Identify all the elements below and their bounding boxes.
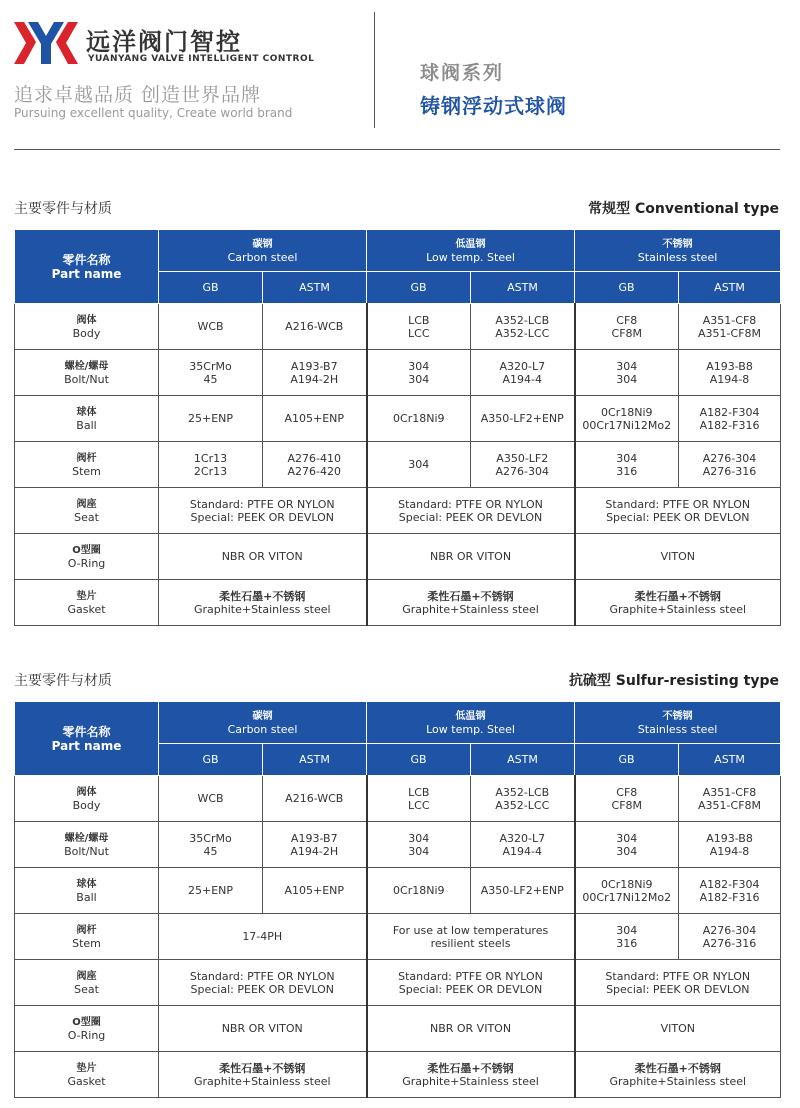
cell-text-line: LCB xyxy=(408,313,430,327)
cell-text-line: 304 xyxy=(616,451,638,465)
material-cell-merged xyxy=(575,960,781,1006)
header-divider xyxy=(374,12,375,128)
cell-text-line: 柔性石墨+不锈钢 xyxy=(634,589,721,603)
material-cell xyxy=(679,350,781,396)
table-row xyxy=(15,534,781,580)
table-row xyxy=(15,868,781,914)
part-label-cn: 垫片 xyxy=(76,1063,97,1074)
cell-text-line: 304 xyxy=(408,844,430,858)
cell-text-line: A352-LCC xyxy=(495,798,550,812)
part-name-cn: 零件名称 xyxy=(62,252,111,267)
cell-text-line: 45 xyxy=(203,372,218,386)
cell-text-line: A194-4 xyxy=(502,372,543,386)
brand-name-en: YUANYANG VALVE INTELLIGENT CONTROL xyxy=(88,54,315,64)
cell-text-line: Standard: PTFE OR NYLON xyxy=(605,497,751,511)
cell-text-line: 柔性石墨+不锈钢 xyxy=(634,1061,721,1075)
cell-text-line: A182-F304 xyxy=(699,877,760,891)
cell-text-line: Standard: PTFE OR NYLON xyxy=(189,969,335,983)
cell-text-line: 柔性石墨+不锈钢 xyxy=(219,1061,306,1075)
cell-text-line: CF8M xyxy=(611,798,643,812)
material-cell-merged xyxy=(367,534,575,580)
cell-text-line: A351-CF8M xyxy=(698,326,762,340)
part-label-en: Gasket xyxy=(67,1075,106,1088)
cell-text-line: 25+ENP xyxy=(187,884,234,897)
material-cell xyxy=(575,868,679,914)
cell-text-line: A216-WCB xyxy=(285,320,344,333)
table-row xyxy=(15,914,781,960)
part-label xyxy=(15,350,159,396)
material-cell xyxy=(159,304,263,350)
cell-text-line: Standard: PTFE OR NYLON xyxy=(605,969,751,983)
part-label xyxy=(15,304,159,350)
part-label-cn: O型圈 xyxy=(72,545,101,556)
materials-table-conventional xyxy=(14,229,781,626)
table-row xyxy=(15,822,781,868)
part-label xyxy=(15,488,159,534)
table-row xyxy=(15,350,781,396)
cell-text-line: 304 xyxy=(408,359,430,373)
material-group-cn: 低温钢 xyxy=(455,711,486,722)
material-cell-merged xyxy=(367,488,575,534)
part-label-cn: 阀体 xyxy=(76,315,97,326)
cell-text-line: 45 xyxy=(203,844,218,858)
cell-text-line: A276-304 xyxy=(702,451,757,465)
material-cell xyxy=(159,914,367,960)
material-cell xyxy=(679,776,781,822)
material-cell-merged xyxy=(159,1052,367,1098)
material-cell xyxy=(575,350,679,396)
standard-label: GB xyxy=(575,744,679,776)
material-cell xyxy=(679,822,781,868)
cell-text-line: A276-304 xyxy=(702,923,757,937)
table-row xyxy=(15,396,781,442)
material-cell xyxy=(367,822,471,868)
part-label xyxy=(15,822,159,868)
material-cell xyxy=(263,350,367,396)
part-label xyxy=(15,442,159,488)
product-title: 铸钢浮动式球阀 xyxy=(420,94,567,118)
cell-text-line: NBR OR VITON xyxy=(429,550,512,563)
cell-text-line: A182-F316 xyxy=(699,890,760,904)
part-label-en: Stem xyxy=(72,937,101,950)
material-cell-merged xyxy=(575,1006,781,1052)
material-cell xyxy=(471,304,575,350)
cell-text-line: Standard: PTFE OR NYLON xyxy=(189,497,335,511)
material-cell-merged xyxy=(367,1052,575,1098)
cell-text-line: A352-LCB xyxy=(495,313,550,327)
material-group-en: Low temp. Steel xyxy=(426,723,515,736)
standard-label: ASTM xyxy=(471,272,575,304)
part-label-cn: 阀杆 xyxy=(76,925,97,936)
material-cell xyxy=(471,442,575,488)
material-cell xyxy=(367,304,471,350)
cell-text-line: A276-304 xyxy=(495,464,550,478)
cell-text-line: 0Cr18Ni9 xyxy=(393,412,445,425)
material-cell xyxy=(471,776,575,822)
material-group-header xyxy=(159,702,367,744)
part-label-en: Ball xyxy=(76,891,97,904)
part-label-en: Bolt/Nut xyxy=(64,373,109,386)
material-cell xyxy=(263,868,367,914)
cell-text-line: 17-4PH xyxy=(242,930,283,943)
table-row xyxy=(15,1006,781,1052)
material-cell xyxy=(471,350,575,396)
material-cell xyxy=(159,776,263,822)
cell-text-line: NBR OR VITON xyxy=(221,1022,303,1035)
cell-text-line: Graphite+Stainless steel xyxy=(402,1074,539,1088)
material-cell-merged xyxy=(159,534,367,580)
material-group-cn: 不锈钢 xyxy=(662,711,693,722)
cell-text-line: Graphite+Stainless steel xyxy=(402,602,539,616)
material-group-cn: 碳钢 xyxy=(252,239,273,250)
section-type-label: 常规型 Conventional type xyxy=(588,201,779,217)
cell-text-line: Standard: PTFE OR NYLON xyxy=(398,969,543,983)
part-label-en: Ball xyxy=(76,419,97,432)
standard-label: GB xyxy=(575,272,679,304)
material-group-header xyxy=(367,702,575,744)
standard-label: GB xyxy=(367,744,471,776)
material-cell xyxy=(575,776,679,822)
cell-text-line: 316 xyxy=(616,464,638,478)
cell-text-line: Special: PEEK OR DEVLON xyxy=(190,510,334,524)
cell-text-line: LCC xyxy=(408,798,430,812)
cell-text-line: 0Cr18Ni9 xyxy=(601,877,653,891)
table-row xyxy=(15,442,781,488)
material-cell-merged xyxy=(575,1052,781,1098)
cell-text-line: A194-8 xyxy=(709,844,750,858)
part-label-en: O-Ring xyxy=(67,1029,106,1042)
cell-text-line: A350-LF2+ENP xyxy=(480,884,564,897)
material-cell-merged xyxy=(575,488,781,534)
cell-text-line: A105+ENP xyxy=(284,412,345,425)
material-cell xyxy=(679,442,781,488)
cell-text-line: 35CrMo xyxy=(189,359,232,373)
table-row xyxy=(15,488,781,534)
cell-text-line: NBR OR VITON xyxy=(221,550,303,563)
material-cell xyxy=(575,396,679,442)
standard-label: ASTM xyxy=(679,744,781,776)
material-group-en: Carbon steel xyxy=(227,723,298,736)
material-cell xyxy=(471,396,575,442)
cell-text-line: CF8M xyxy=(611,326,643,340)
material-cell xyxy=(159,396,263,442)
cell-text-line: A193-B8 xyxy=(706,359,753,373)
standard-label: GB xyxy=(367,272,471,304)
part-label xyxy=(15,1006,159,1052)
material-cell xyxy=(159,350,263,396)
cell-text-line: 304 xyxy=(616,372,638,386)
table-row xyxy=(15,580,781,626)
cell-text-line: 柔性石墨+不锈钢 xyxy=(427,1061,514,1075)
table-row xyxy=(15,304,781,350)
material-cell xyxy=(679,304,781,350)
cell-text-line: A320-L7 xyxy=(499,831,546,845)
material-group-en: Low temp. Steel xyxy=(426,251,515,264)
material-group-cn: 低温钢 xyxy=(455,239,486,250)
cell-text-line: A351-CF8 xyxy=(702,785,757,799)
cell-text-line: 00Cr17Ni12Mo2 xyxy=(582,890,672,904)
material-cell xyxy=(159,868,263,914)
material-cell-merged xyxy=(159,488,367,534)
cell-text-line: For use at low temperatures xyxy=(392,923,549,937)
part-label xyxy=(15,960,159,1006)
yuanyang-logo-icon xyxy=(14,22,78,64)
section-title: 主要零件与材质 xyxy=(14,201,112,217)
part-label-cn: 螺栓/螺母 xyxy=(64,833,109,844)
cell-text-line: 304 xyxy=(616,844,638,858)
cell-text-line: 304 xyxy=(408,458,430,471)
cell-text-line: CF8 xyxy=(616,313,638,327)
cell-text-line: 304 xyxy=(408,831,430,845)
cell-text-line: Standard: PTFE OR NYLON xyxy=(398,497,543,511)
material-cell xyxy=(367,914,575,960)
cell-text-line: A193-B8 xyxy=(706,831,753,845)
material-cell xyxy=(679,868,781,914)
cell-text-line: 35CrMo xyxy=(189,831,232,845)
standard-label: ASTM xyxy=(471,744,575,776)
part-label-cn: 球体 xyxy=(76,407,97,418)
part-label-cn: O型圈 xyxy=(72,1017,101,1028)
cell-text-line: A105+ENP xyxy=(284,884,345,897)
material-cell xyxy=(367,396,471,442)
cell-text-line: LCC xyxy=(408,326,430,340)
part-label xyxy=(15,1052,159,1098)
part-label xyxy=(15,776,159,822)
header-rule xyxy=(14,149,780,150)
part-label-en: Body xyxy=(72,799,101,812)
cell-text-line: 304 xyxy=(408,372,430,386)
cell-text-line: VITON xyxy=(660,550,695,563)
cell-text-line: A194-2H xyxy=(290,844,339,858)
cell-text-line: Special: PEEK OR DEVLON xyxy=(190,982,334,996)
material-cell xyxy=(575,914,679,960)
cell-text-line: A276-420 xyxy=(287,464,341,478)
material-cell xyxy=(263,442,367,488)
part-name-en: Part name xyxy=(51,738,122,753)
cell-text-line: WCB xyxy=(197,320,224,333)
material-group-header xyxy=(159,230,367,272)
table-row xyxy=(15,960,781,1006)
part-label xyxy=(15,580,159,626)
part-label-cn: 螺栓/螺母 xyxy=(64,361,109,372)
section-type-label: 抗硫型 Sulfur-resisting type xyxy=(568,673,779,689)
cell-text-line: A182-F304 xyxy=(699,405,760,419)
material-cell xyxy=(367,350,471,396)
cell-text-line: A351-CF8M xyxy=(698,798,762,812)
cell-text-line: resilient steels xyxy=(430,936,511,950)
standard-label: GB xyxy=(159,744,263,776)
slogan-cn: 追求卓越品质 创造世界品牌 xyxy=(14,84,262,106)
cell-text-line: 柔性石墨+不锈钢 xyxy=(427,589,514,603)
cell-text-line: 0Cr18Ni9 xyxy=(393,884,445,897)
part-label-cn: 垫片 xyxy=(76,591,97,602)
standard-label: GB xyxy=(159,272,263,304)
part-label-cn: 阀杆 xyxy=(76,453,97,464)
part-name-cn: 零件名称 xyxy=(62,724,111,739)
cell-text-line: 304 xyxy=(616,923,638,937)
part-label-cn: 球体 xyxy=(76,879,97,890)
material-cell-merged xyxy=(367,1006,575,1052)
cell-text-line: A276-410 xyxy=(287,451,341,465)
standard-label: ASTM xyxy=(263,744,367,776)
standard-label: ASTM xyxy=(263,272,367,304)
material-cell xyxy=(367,868,471,914)
cell-text-line: Special: PEEK OR DEVLON xyxy=(606,510,750,524)
material-group-header xyxy=(575,230,781,272)
cell-text-line: A350-LF2+ENP xyxy=(480,412,564,425)
material-cell-merged xyxy=(367,580,575,626)
material-cell xyxy=(679,396,781,442)
part-label xyxy=(15,868,159,914)
cell-text-line: A182-F316 xyxy=(699,418,760,432)
materials-table-sulfur-resisting xyxy=(14,701,781,1098)
cell-text-line: LCB xyxy=(408,785,430,799)
page-header xyxy=(0,0,800,150)
cell-text-line: A276-316 xyxy=(702,936,757,950)
part-label-cn: 阀体 xyxy=(76,787,97,798)
cell-text-line: A193-B7 xyxy=(290,359,338,373)
cell-text-line: Special: PEEK OR DEVLON xyxy=(606,982,750,996)
cell-text-line: 1Cr13 xyxy=(193,451,228,465)
cell-text-line: 柔性石墨+不锈钢 xyxy=(219,589,306,603)
cell-text-line: A194-4 xyxy=(502,844,543,858)
cell-text-line: A352-LCB xyxy=(495,785,550,799)
table-row xyxy=(15,1052,781,1098)
cell-text-line: A276-316 xyxy=(702,464,757,478)
material-cell xyxy=(367,442,471,488)
cell-text-line: A352-LCC xyxy=(495,326,550,340)
part-label xyxy=(15,396,159,442)
brand-name-cn: 远洋阀门智控 xyxy=(86,28,242,56)
material-cell xyxy=(575,442,679,488)
material-group-en: Stainless steel xyxy=(637,251,718,264)
table-row xyxy=(15,776,781,822)
part-name-en: Part name xyxy=(51,266,122,281)
material-cell xyxy=(575,822,679,868)
material-cell xyxy=(471,868,575,914)
cell-text-line: Graphite+Stainless steel xyxy=(609,602,747,616)
cell-text-line: 304 xyxy=(616,831,638,845)
material-group-en: Carbon steel xyxy=(227,251,298,264)
part-label-en: O-Ring xyxy=(67,557,106,570)
material-group-header xyxy=(367,230,575,272)
cell-text-line: 0Cr18Ni9 xyxy=(601,405,653,419)
part-name-header xyxy=(15,230,159,304)
cell-text-line: A216-WCB xyxy=(285,792,344,805)
material-cell xyxy=(263,304,367,350)
part-label-en: Seat xyxy=(74,511,99,524)
standard-label: ASTM xyxy=(679,272,781,304)
material-cell-merged xyxy=(575,534,781,580)
part-label-cn: 阀座 xyxy=(76,971,97,982)
cell-text-line: 2Cr13 xyxy=(193,464,228,478)
part-label xyxy=(15,534,159,580)
cell-text-line: A320-L7 xyxy=(499,359,546,373)
material-cell-merged xyxy=(159,1006,367,1052)
cell-text-line: CF8 xyxy=(616,785,638,799)
part-label-en: Body xyxy=(72,327,101,340)
header-row xyxy=(15,230,781,272)
cell-text-line: WCB xyxy=(197,792,224,805)
header-row xyxy=(15,702,781,744)
cell-text-line: 304 xyxy=(616,359,638,373)
material-group-header xyxy=(575,702,781,744)
part-label xyxy=(15,914,159,960)
material-cell xyxy=(159,822,263,868)
material-cell xyxy=(263,822,367,868)
part-label-en: Stem xyxy=(72,465,101,478)
part-name-header xyxy=(15,702,159,776)
material-cell-merged xyxy=(367,960,575,1006)
material-cell xyxy=(575,304,679,350)
material-cell xyxy=(471,822,575,868)
material-cell-merged xyxy=(575,580,781,626)
cell-text-line: A194-8 xyxy=(709,372,750,386)
cell-text-line: A351-CF8 xyxy=(702,313,757,327)
cell-text-line: Graphite+Stainless steel xyxy=(609,1074,747,1088)
material-cell xyxy=(263,396,367,442)
cell-text-line: Special: PEEK OR DEVLON xyxy=(398,510,543,524)
cell-text-line: Graphite+Stainless steel xyxy=(193,1074,331,1088)
material-cell xyxy=(263,776,367,822)
cell-text-line: VITON xyxy=(660,1022,695,1035)
material-group-cn: 不锈钢 xyxy=(662,239,693,250)
material-cell xyxy=(679,914,781,960)
material-group-en: Stainless steel xyxy=(637,723,718,736)
section-title: 主要零件与材质 xyxy=(14,673,112,689)
cell-text-line: A350-LF2 xyxy=(496,451,549,465)
part-label-cn: 阀座 xyxy=(76,499,97,510)
part-label-en: Seat xyxy=(74,983,99,996)
cell-text-line: Special: PEEK OR DEVLON xyxy=(398,982,543,996)
series-title: 球阀系列 xyxy=(420,62,505,84)
part-label-en: Gasket xyxy=(67,603,106,616)
cell-text-line: A194-2H xyxy=(290,372,339,386)
cell-text-line: NBR OR VITON xyxy=(429,1022,512,1035)
part-label-en: Bolt/Nut xyxy=(64,845,109,858)
cell-text-line: 25+ENP xyxy=(187,412,234,425)
cell-text-line: 316 xyxy=(616,936,638,950)
material-group-cn: 碳钢 xyxy=(252,711,273,722)
material-cell-merged xyxy=(159,960,367,1006)
cell-text-line: Graphite+Stainless steel xyxy=(193,602,331,616)
material-cell xyxy=(367,776,471,822)
cell-text-line: A193-B7 xyxy=(290,831,338,845)
slogan-en: Pursuing excellent quality, Create world brand xyxy=(14,106,293,120)
material-cell xyxy=(159,442,263,488)
material-cell-merged xyxy=(159,580,367,626)
cell-text-line: 00Cr17Ni12Mo2 xyxy=(582,418,672,432)
